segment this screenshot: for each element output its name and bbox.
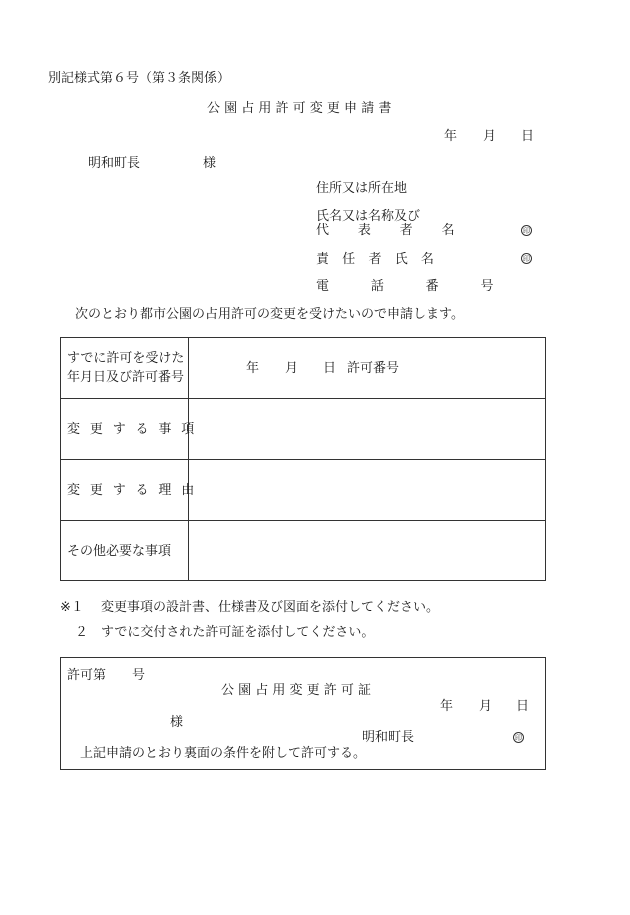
permit-statement: 上記申請のとおり裏面の条件を附して許可する。 bbox=[80, 746, 367, 761]
previous-permit-day: 日 bbox=[323, 361, 337, 376]
previous-permit-month: 月 bbox=[285, 361, 299, 376]
change-reason-label: 変 更 す る 理 由 bbox=[67, 483, 198, 498]
responsible-person-label: 責 任 者 氏 名 bbox=[316, 252, 439, 267]
date-day: 日 bbox=[521, 129, 535, 144]
addressee: 明和町長 bbox=[88, 156, 141, 171]
table-row-divider-1 bbox=[60, 398, 546, 399]
permit-seal-mark: 印 bbox=[515, 734, 522, 742]
table-row-divider-3 bbox=[60, 520, 546, 521]
form-title: 公 園 占 用 許 可 変 更 申 請 書 bbox=[207, 101, 392, 116]
change-item-label: 変 更 す る 事 項 bbox=[67, 422, 198, 437]
address-label: 住所又は所在地 bbox=[316, 181, 408, 196]
previous-permit-year: 年 bbox=[246, 361, 260, 376]
phone-label: 電 話 番 号 bbox=[316, 279, 513, 294]
table-row-divider-2 bbox=[60, 459, 546, 460]
previous-permit-label-line2: 年月日及び許可番号 bbox=[67, 370, 185, 385]
name-label-line1: 氏名又は名称及び bbox=[316, 209, 421, 224]
previous-permit-label-line1: すでに許可を受けた bbox=[67, 351, 185, 366]
note-2: すでに交付された許可証を添付してください。 bbox=[101, 625, 375, 640]
permit-title: 公 園 占 用 変 更 許 可 証 bbox=[221, 683, 372, 698]
note-number-2: ２ bbox=[75, 625, 89, 640]
seal-mark-responsible: 印 bbox=[523, 255, 530, 263]
date-month: 月 bbox=[483, 129, 497, 144]
permit-number-label: 許可番号 bbox=[347, 361, 400, 376]
permit-month: 月 bbox=[479, 699, 493, 714]
form-number: 別記様式第６号（第３条関係） bbox=[48, 71, 231, 86]
permit-sama: 様 bbox=[170, 715, 184, 730]
permit-number-label: 許可第 号 bbox=[67, 668, 146, 683]
permit-day: 日 bbox=[516, 699, 530, 714]
note-mark: ※１ bbox=[60, 600, 84, 615]
date-year: 年 bbox=[444, 129, 458, 144]
intro-text: 次のとおり都市公園の占用許可の変更を受けたいので申請します。 bbox=[75, 307, 464, 322]
permit-year: 年 bbox=[440, 699, 454, 714]
seal-mark-representative: 印 bbox=[523, 227, 530, 235]
other-matters-label: その他必要な事項 bbox=[67, 544, 172, 559]
name-label-line2: 代 表 者 名 bbox=[316, 223, 467, 238]
permit-mayor: 明和町長 bbox=[362, 730, 415, 745]
addressee-sama: 様 bbox=[203, 156, 217, 171]
note-1: 変更事項の設計書、仕様書及び図面を添付してください。 bbox=[101, 600, 440, 615]
